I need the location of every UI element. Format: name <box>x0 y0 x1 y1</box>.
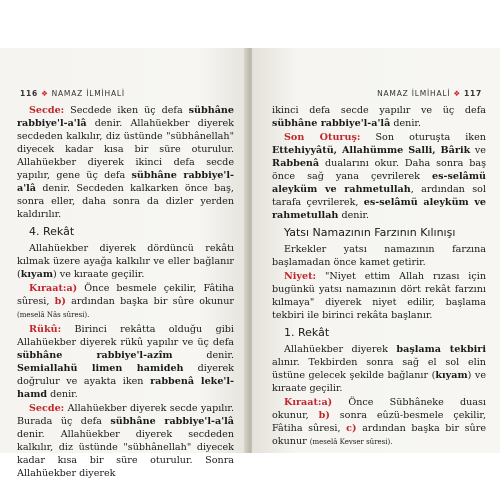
section-heading-rekat: 1. Rekât <box>284 326 330 339</box>
left-page <box>0 48 248 479</box>
paragraph-tekbir: Allahüekber diyerek başlama tekbiri alınır. Tekbirden sonra sağ el sol elin üstüne gelecek şekilde bağlanır (kıyam) ve kıraate geçilir. <box>272 344 487 394</box>
right-page <box>252 48 500 453</box>
left-page-number: 116 <box>20 89 39 98</box>
ornament-icon: ❖ <box>453 89 461 98</box>
left-running-head <box>20 89 125 98</box>
paragraph-secde: Secde: Secdede iken üç defa sübhâne rabbiye'l-a'lâ denir. Allahüekber diyerek secdeden kalkılır, diz üstünde "sübhânellah" diyecek kadar kısa bir süre oturulur. Allahüekber diyerek ikinci defa secde yapılır, gene üç defa sübhâne rabbiye'l-a'lâ denir. Secdeden kalkarken önce baş, sonra eller, daha sonra da dizler yerden kaldırılır. <box>17 105 234 220</box>
book-spread <box>0 48 500 479</box>
section-heading-yatsi: Yatsı Namazının Farzının Kılınışı <box>284 226 456 239</box>
ornament-icon: ❖ <box>41 89 49 98</box>
left-page-text <box>17 90 234 480</box>
left-running-title: NAMAZ İLMİHALİ <box>51 89 125 98</box>
paragraph-son-oturus: Son Oturuş: Son oturuşta iken Ettehiyyâtü, Allahümme Salli, Bârik ve Rabbenâ dualarını okur. Daha sonra baş önce sağ yana çevrilerek es-selâmü aleyküm ve rahmetullah, ardından sol tarafa çevrilerek, es-selâmü aleyküm ve rahmetullah denir. <box>272 132 486 221</box>
right-running-head <box>377 89 482 98</box>
paragraph-kiraat-2: Kıraat:a) Önce Sübhâneke duası okunur, b) sonra eûzü-besmele çekilir, Fâtiha sûresi, c) ardından başka bir sûre okunur (meselâ Kevser sûresi). <box>272 397 486 447</box>
paragraph-ruku: Rükû: Birinci rekâtta olduğu gibi Allahüekber diyerek rükû yapılır ve üç defa sübhâne rabbiye'l-azîm denir. Semiallahü limen hamideh diyerek doğrulur ve ayakta iken rabbenâ leke'l-hamd denir. <box>17 324 234 400</box>
paragraph-kiraat: Kıraat:a) Önce besmele çekilir, Fâtiha sûresi, b) ardından başka bir sûre okunur (meselâ Nâs sûresi). <box>17 283 234 319</box>
paragraph-rekat: Allahüekber diyerek dördüncü rekâtı kılmak üzere ayağa kalkılır ve eller bağlanır (kıyam) ve kıraate geçilir. <box>17 243 234 280</box>
paragraph-kamet: Erkekler yatsı namazının farzına başlamadan önce kamet getirir. <box>272 244 486 268</box>
right-page-text <box>272 90 486 449</box>
paragraph-niyet: Niyet: "Niyet ettim Allah rızası için bugünkü yatsı namazının dört rekât farzını kılmaya" diyerek niyet edilir, başlama tekbiri ile birinci rekâta başlanır. <box>272 271 486 321</box>
paragraph-continued: ikinci defa secde yapılır ve üç defa sübhâne rabbiye'l-a'lâ denir. <box>272 105 486 129</box>
right-running-title: NAMAZ İLMİHALİ <box>377 89 451 98</box>
section-heading: 4. Rekât <box>29 225 75 238</box>
right-page-number: 117 <box>463 89 482 98</box>
paragraph-secde-2: Secde: Allahüekber diyerek secde yapılır. Burada üç defa sübhâne rabbiye'l-a'lâ denir. Allahüekber diyerek secdeden kalkılır, diz üstünde "sübhânellah" diyecek kadar kısa bir süre oturulur. Sonra Allahüekber diyerek <box>17 403 234 479</box>
